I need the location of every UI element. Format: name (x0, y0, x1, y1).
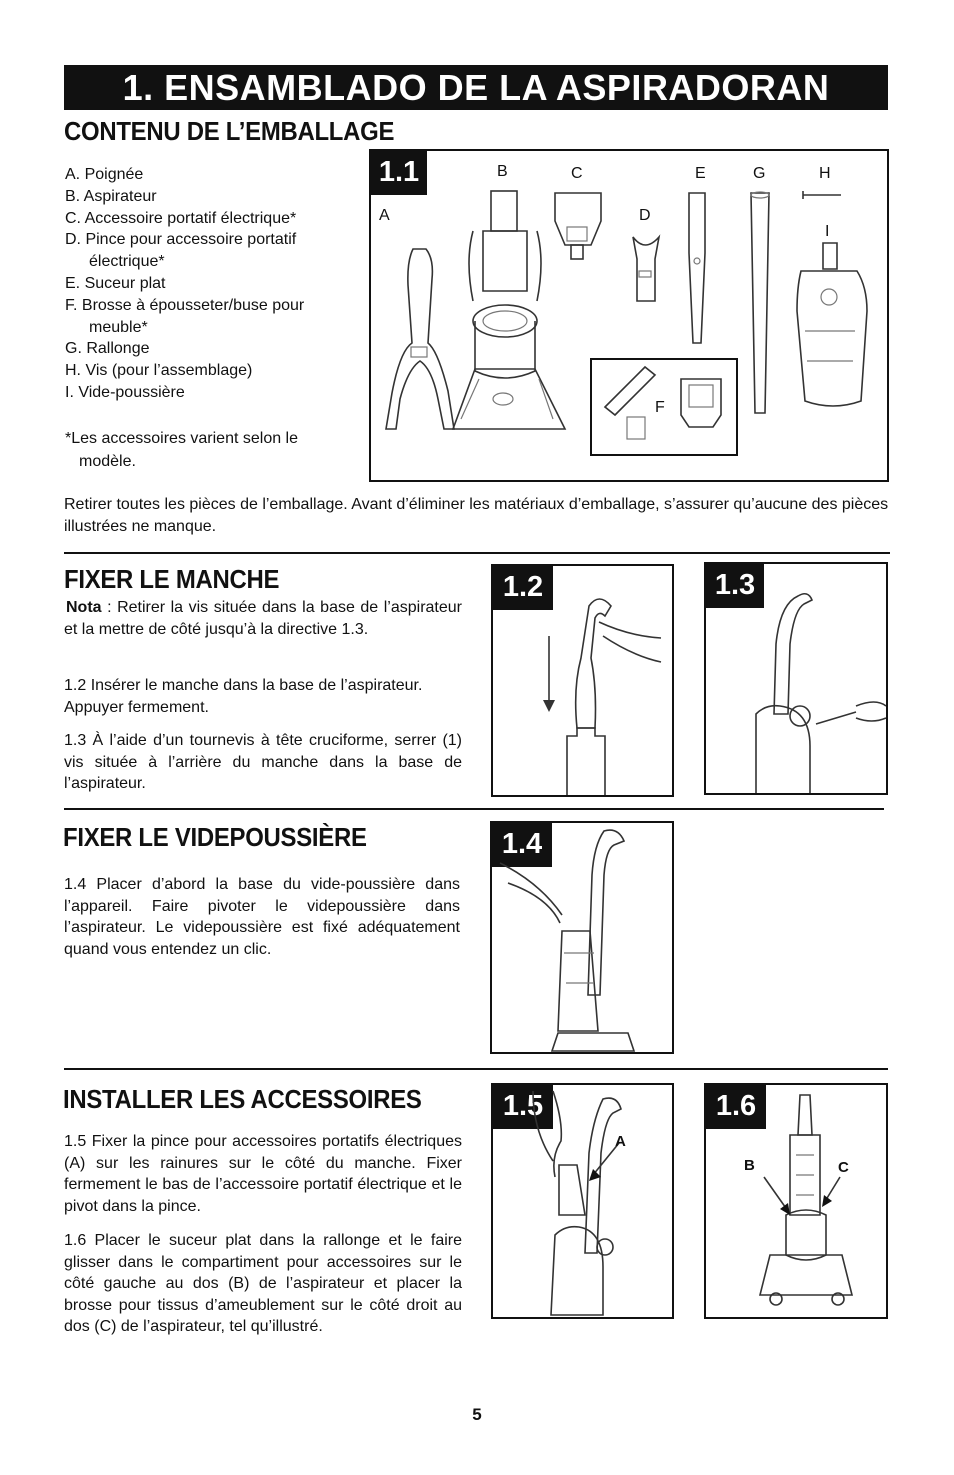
divider (64, 1068, 888, 1070)
list-item: E. Suceur plat (65, 274, 166, 292)
part-label-a: A (379, 207, 390, 224)
list-item: A. Poignée (65, 166, 144, 183)
list-item: G. Rallonge (65, 340, 150, 358)
list-item: H. Vis (pour l’assemblage) (65, 362, 253, 380)
list-item: F. Brosse à épousseter/buse pour (65, 296, 305, 314)
figure-badge: 1.3 (706, 564, 764, 608)
callout-label-c: C (838, 1159, 849, 1176)
part-label-i: I (825, 223, 830, 240)
page-number: 5 (472, 1405, 482, 1424)
page-title-banner (64, 65, 888, 110)
part-label-d: D (639, 207, 651, 224)
step-1-2-text: 1.2 Insérer le manche dans la base de l’aspirateur. Appuyer fermement. (64, 677, 423, 716)
figure-badge: 1.4 (492, 823, 552, 867)
list-item: B. Aspirateur (65, 187, 157, 205)
figure-1-1 (369, 149, 889, 482)
handle-nota: Nota : Retirer la vis située dans la base de l’aspirateur et la mettre de côté jusqu’à la directive 1.3. (64, 599, 462, 638)
figure-1-3 (704, 562, 888, 795)
part-label-h: H (819, 165, 831, 182)
list-item: électrique* (89, 253, 165, 271)
figure-1-6 (704, 1083, 888, 1319)
contents-list (65, 164, 365, 404)
dust-heading: FIXER LE VIDEPOUSSIÈRE (63, 822, 367, 852)
contents-heading: CONTENU DE L’EMBALLAGE (64, 116, 395, 146)
figure-1-2 (491, 564, 674, 797)
list-item: I. Vide-poussière (65, 383, 185, 401)
step-1-6-text: 1.6 Placer le suceur plat dans la rallonge et le faire glisser dans le compartiment pour accessoires sur le côté gauche au dos (B) de l’aspirateur et placer la brosse pour tissus d’ameublement sur le côté droit au dos (C) de l’aspirateur, tel qu’illustré. (64, 1232, 462, 1335)
part-label-b: B (497, 163, 508, 180)
callout-label-a: A (615, 1133, 626, 1150)
accessories-heading: INSTALLER LES ACCESSOIRES (63, 1084, 422, 1114)
callout-label-b: B (744, 1157, 755, 1174)
page-title: 1. ENSAMBLADO DE LA ASPIRADORAN (122, 67, 830, 108)
remove-packaging-text: Retirer toutes les pièces de l’emballage. Avant d’éliminer les matériaux d’emballage, s’assurer qu’aucune des pièces illustrées ne manque. (64, 496, 889, 535)
figure-1-4 (490, 821, 674, 1054)
list-item: D. Pince pour accessoire portatif (65, 231, 297, 249)
part-label-e: E (695, 165, 706, 182)
accessories-note: *Les accessoires varient selon le modèle. (65, 430, 299, 470)
figure-badge: 1.5 (493, 1085, 553, 1129)
part-label-c: C (571, 165, 583, 182)
part-label-f: F (655, 399, 665, 416)
step-1-5-text: 1.5 Fixer la pince pour accessoires portatifs électriques (A) sur les rainures sur le côté du manche. Fixer fermement le bas de l’accessoire portatif électrique et le pivot dans la pince. (64, 1133, 462, 1215)
figure-badge: 1.1 (371, 151, 427, 195)
figure-badge: 1.2 (493, 566, 553, 610)
divider (64, 808, 884, 810)
list-item: C. Accessoire portatif électrique* (65, 209, 297, 227)
part-label-g: G (753, 165, 766, 182)
parts-illustration (371, 151, 887, 480)
handle-heading: FIXER LE MANCHE (64, 564, 280, 594)
list-item: meuble* (89, 318, 148, 336)
divider (64, 552, 890, 554)
figure-badge: 1.6 (706, 1085, 766, 1129)
step-1-3-text: 1.3 À l’aide d’un tournevis à tête cruciforme, serrer (1) vis située à l’arrière du manche dans la base de l’aspirateur. (64, 732, 462, 792)
step-1-4-text: 1.4 Placer d’abord la base du vide-poussière dans l’appareil. Faire pivoter le videpoussière dans l’aspirateur. Le videpoussière est fixé adéquatement quand vous entendez un clic. (64, 876, 460, 958)
figure-1-5 (491, 1083, 674, 1319)
